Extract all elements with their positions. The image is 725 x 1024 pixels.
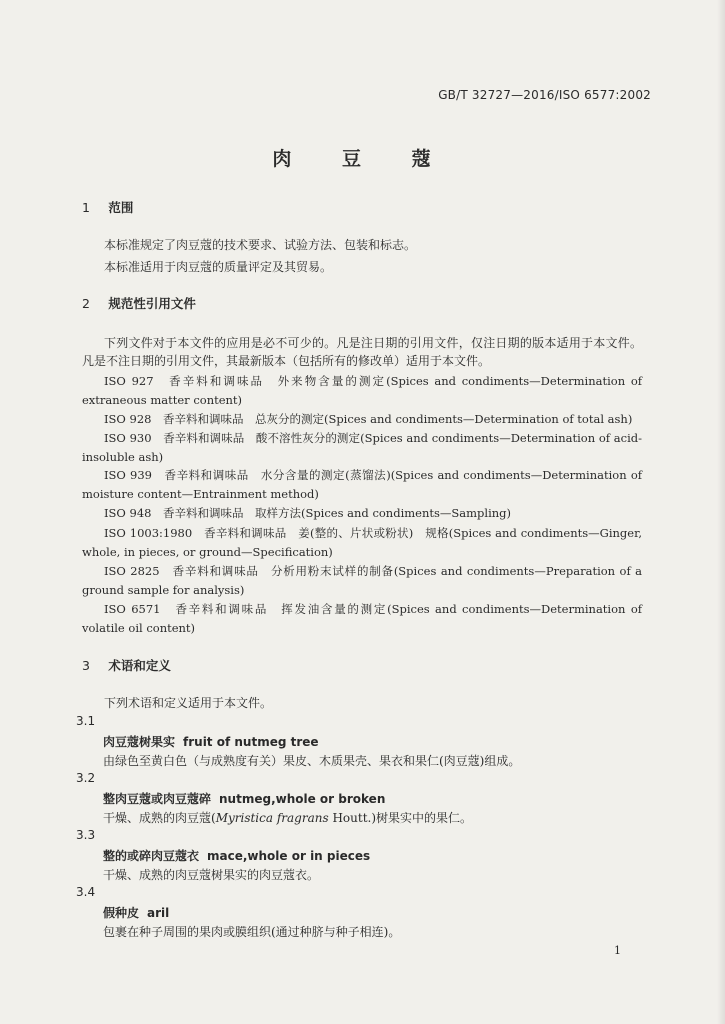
term-zh: 整肉豆蔻或肉豆蔻碎 (103, 792, 212, 806)
reference-item: ISO 6571 香辛料和调味品 挥发油含量的测定(Spices and condiments—Determination of volatile oil content) (82, 602, 642, 635)
section-heading-scope (82, 198, 133, 216)
reference-item: ISO 2825 香辛料和调味品 分析用粉末试样的制备(Spices and condiments—Preparation of a ground sample for analysis) (82, 564, 642, 597)
terms-intro: 下列术语和定义适用于本文件。 (104, 696, 273, 710)
page-number: 1 (614, 944, 621, 957)
term-definition-part: 干燥、成熟的肉豆蔻( (103, 811, 216, 825)
section-title: 规范性引用文件 (108, 296, 196, 311)
references-intro: 下列文件对于本文件的应用是必不可少的。凡是注日期的引用文件，仅注日期的版本适用于本文件。凡是不注日期的引用文件，其最新版本（包括所有的修改单）适用于本文件。 (82, 336, 642, 368)
term-zh: 肉豆蔻树果实 (103, 735, 176, 749)
reference-item: ISO 939 香辛料和调味品 水分含量的测定(蒸馏法)(Spices and condiments—Determination of moisture content—Entrainment method) (82, 468, 642, 501)
term-heading (103, 790, 385, 807)
section-title: 术语和定义 (108, 658, 171, 673)
term-number: 3.2 (76, 771, 96, 785)
scan-edge-shadow (717, 0, 725, 1024)
term-en: nutmeg,whole or broken (219, 792, 386, 806)
term-definition: 由绿色至黄白色（与成熟度有关）果皮、木质果壳、果衣和果仁(肉豆蔻)组成。 (103, 754, 521, 768)
reference-item: ISO 930 香辛料和调味品 酸不溶性灰分的测定(Spices and condiments—Determination of acid-insoluble ash) (82, 431, 642, 464)
reference-item: ISO 948 香辛料和调味品 取样方法(Spices and condiments—Sampling) (104, 506, 512, 520)
section-heading-normative-references (82, 294, 196, 312)
term-definition-part: Houtt.)树果实中的果仁。 (328, 811, 473, 825)
term-zh: 假种皮 (103, 906, 140, 920)
term-zh: 整的或碎肉豆蔻衣 (103, 849, 200, 863)
section-number: 2 (82, 296, 90, 311)
term-heading (103, 733, 319, 750)
section-heading-terms (82, 656, 171, 674)
section-number: 3 (82, 658, 90, 673)
term-definition: 包裹在种子周围的果肉或膜组织(通过种脐与种子相连)。 (103, 925, 401, 939)
term-definition: 干燥、成熟的肉豆蔻树果实的肉豆蔻衣。 (103, 868, 320, 882)
term-heading (103, 847, 370, 864)
term-en: aril (147, 906, 170, 920)
scope-paragraph-1: 本标准规定了肉豆蔻的技术要求、试验方法、包装和标志。 (104, 238, 417, 252)
section-number: 1 (82, 200, 90, 215)
species-name: Myristica fragrans (215, 811, 329, 825)
document-title: 肉 豆 蔻 (272, 148, 453, 170)
section-title: 范围 (108, 200, 134, 215)
term-heading (103, 904, 169, 921)
scope-paragraph-2: 本标准适用于肉豆蔻的质量评定及其贸易。 (104, 260, 333, 274)
term-number: 3.1 (76, 714, 96, 728)
standard-code: GB/T 32727—2016/ISO 6577:2002 (438, 88, 651, 102)
term-number: 3.4 (76, 885, 96, 899)
term-en: mace,whole or in pieces (207, 849, 371, 863)
reference-item: ISO 927 香辛料和调味品 外来物含量的测定(Spices and condiments—Determination of extraneous matter content) (82, 374, 642, 407)
term-definition (103, 809, 643, 826)
reference-item: ISO 928 香辛料和调味品 总灰分的测定(Spices and condiments—Determination of total ash) (104, 412, 633, 426)
reference-item: ISO 1003:1980 香辛料和调味品 姜(整的、片状或粉状) 规格(Spices and condiments—Ginger, whole, in pieces, or ground—Specification) (82, 526, 642, 559)
term-en: fruit of nutmeg tree (183, 735, 319, 749)
term-number: 3.3 (76, 828, 96, 842)
